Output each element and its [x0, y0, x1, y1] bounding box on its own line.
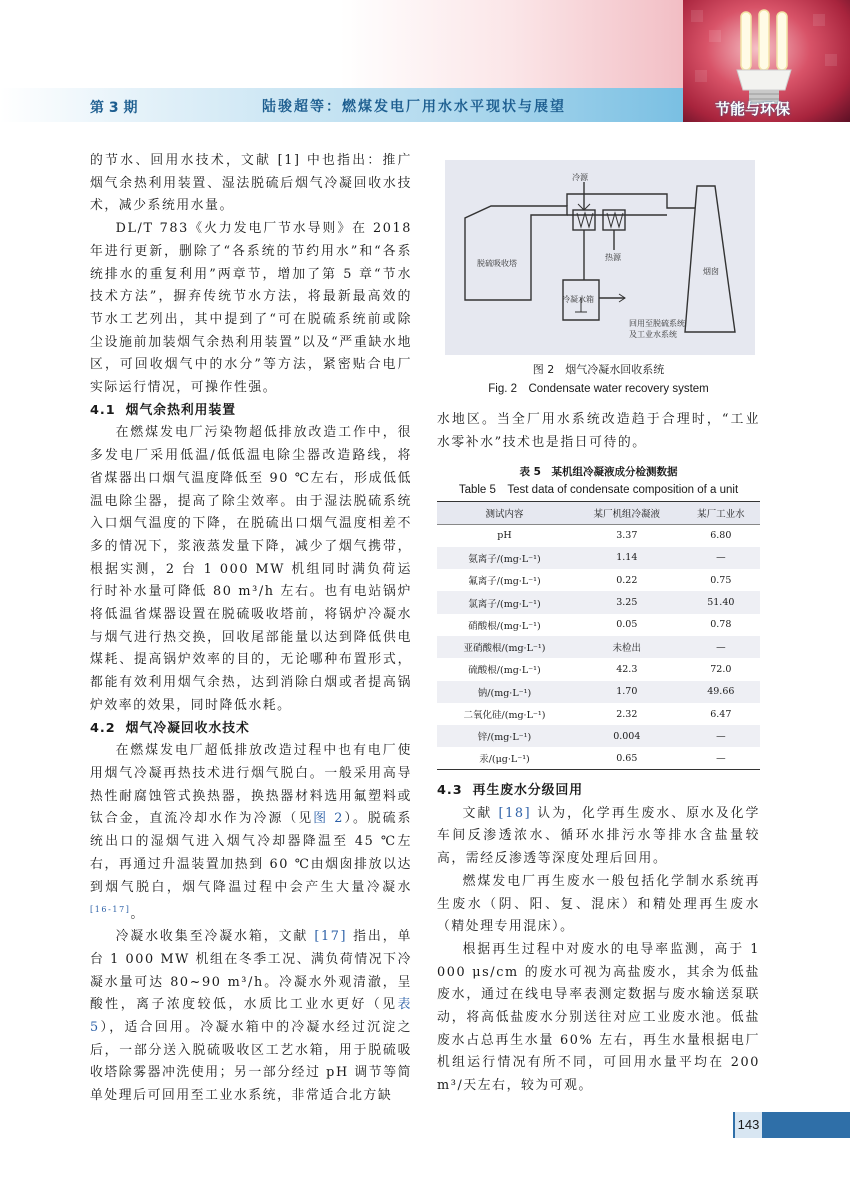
table-cell: 1.14	[572, 547, 682, 569]
issue-label: 第 3 期	[90, 100, 138, 116]
column-header: 某厂机组冷凝液	[572, 502, 682, 525]
section-number: 4.1	[90, 402, 116, 418]
label-recycle: 回用至脱硫系统及工业水系统	[629, 319, 685, 339]
text-run: 指出，单台 1 000 MW 机组在冬季工况、满负荷情况下冷凝水量可达 80~90 m³/h。冷凝水外观清澈，呈酸性，离子浓度较低，水质比工业水更好（见	[90, 929, 413, 1013]
section-number: 4.3	[437, 783, 463, 798]
figure-link[interactable]: 图 2	[313, 811, 344, 827]
section-heading-4-2	[90, 718, 412, 741]
heater-box	[603, 210, 625, 230]
table-cell: 硝酸根/(mg·L⁻¹)	[468, 620, 541, 632]
label-absorber: 脱硫吸收塔	[477, 259, 517, 268]
left-column	[90, 150, 412, 1108]
table-cell: pH	[497, 530, 512, 542]
table-cell: 二氧化硅/(mg·L⁻¹)	[463, 710, 546, 722]
paragraph: 在燃煤发电厂污染物超低排放改造工作中，很多发电厂采用低温/低低温电除尘器改造路线，将省煤器出口烟气温度降低至 90 ℃左右，形成低低温电除尘器，提高了除尘效率。由于湿法脱硫系统入口烟气温度的下降，在脱硫出口烟气温度相差不多的情况下，浆液蒸发量下降，减少了烟气携带，根据实测，2 台 1 000 MW 机组同时满负荷运行时补水量可降低 80 m³/h 左右。也有电站锅炉将低温省煤器设置在脱硫吸收塔前，将锅炉冷凝水与烟气进行热交换，回收尾部能量以达到降低供电煤耗、提高锅炉效率的目的，无论哪种布置形式，都能有效利用烟气余热，达到消除白烟或者提高锅炉效率的效果，同时降低水耗。	[90, 425, 412, 713]
citation-link[interactable]: [16-17]	[90, 905, 131, 915]
section-title: 烟气余热利用装置	[125, 402, 237, 418]
light-bulb-icon	[731, 8, 797, 108]
paragraph	[90, 740, 412, 926]
citation-link[interactable]: [17]	[314, 929, 348, 945]
section-heading-4-3	[437, 780, 760, 803]
figure-caption-cn: 图 2 烟气冷凝水回收系统	[532, 363, 665, 376]
table-cell: 6.80	[710, 530, 732, 542]
table-cell: —	[682, 747, 760, 769]
table-cell: 49.66	[682, 681, 760, 703]
running-title: 陆骏超等：燃煤发电厂用水水平现状与展望	[262, 99, 566, 115]
figure-2-diagram	[445, 160, 755, 355]
paragraph	[90, 926, 412, 1108]
table-cell: 3.37	[616, 530, 638, 542]
paragraph: 的节水、回用水技术，文献 [1] 中也指出：推广烟气余热利用装置、湿法脱硫后烟气冷凝回收水技术，减少系统用水量。	[90, 153, 412, 214]
table-cell: 72.0	[710, 663, 732, 675]
text-run: 冷凝水收集至冷凝水箱，文献	[115, 929, 315, 945]
table-cell: —	[682, 547, 760, 569]
table-cell: 0.65	[572, 747, 682, 769]
table-cell: 0.004	[572, 725, 682, 747]
table-row	[437, 569, 760, 591]
text-run: ），适合回用。冷凝水箱中的冷凝水经过沉淀之后，一部分送入脱硫吸收区工艺水箱，用于脱硫吸收塔除雾器冲洗使用；另一部分经过 pH 调节等简单处理后可回用至工业水系统，非常适合北方缺	[90, 1019, 412, 1104]
absorber-shape	[465, 206, 567, 300]
text-run: 在燃煤发电厂超低排放改造过程中也有电厂使用烟气冷凝再热技术进行烟气脱白。一般采用高导热性耐腐蚀管式换热器，换热器材料选用氟塑料或钛合金，直流冷却水作为冷源（见	[90, 743, 412, 827]
table-row	[437, 747, 760, 769]
table-caption-en: Table 5 Test data of condensate composition of a unit	[458, 484, 739, 496]
paragraph: 燃煤发电厂再生废水一般包括化学制水系统再生废水（阴、阳、复、混床）和精处理再生废水（精处理专用混床）。	[437, 873, 760, 935]
page-number: 143	[737, 1117, 760, 1132]
paragraph	[437, 803, 760, 871]
table-cell: —	[682, 636, 760, 658]
table-cell: 锌/(mg·L⁻¹)	[437, 725, 572, 747]
label-chimney: 烟囱	[703, 267, 719, 276]
table-cell: 2.32	[616, 708, 638, 720]
paragraph: DL/T 783《火力发电厂节水导则》在 2018 年进行更新，删除了“各系统的节约用水”和“各系统排水的重复利用”两章节，增加了第 5 章“节水技术方法”，摒弃传统节水方法，将最新最高效的节水工艺列出，其中提到了“可在脱硫系统前或除尘设施前加装烟气余热利用装置”以及“严重缺水地区，可回收烟气中的水分”等方法，紧密贴合电厂实际运行情况，可操作性强。	[90, 221, 412, 396]
table-row	[437, 658, 760, 680]
table-row	[437, 591, 760, 613]
table-cell: —	[682, 725, 760, 747]
citation-link[interactable]: [18]	[498, 805, 532, 821]
table-link[interactable]: 表 5	[90, 997, 412, 1035]
table-cell: 汞/(μg·L⁻¹)	[437, 747, 572, 769]
label-tank: 冷凝水箱	[562, 295, 594, 304]
table-cell: 1.70	[572, 681, 682, 703]
page-number-bar	[762, 1112, 850, 1138]
column-header: 测试内容	[437, 502, 572, 525]
table-cell: 0.75	[710, 574, 732, 586]
table-cell: 42.3	[616, 663, 638, 675]
right-column-bottom	[437, 780, 760, 1098]
table-cell: 氟离子/(mg·L⁻¹)	[468, 576, 541, 588]
table-row	[437, 547, 760, 569]
table-row	[437, 636, 760, 658]
column-name: 节能与环保	[715, 100, 791, 118]
table-cell: 硫酸根/(mg·L⁻¹)	[468, 665, 541, 677]
table-row	[437, 725, 760, 747]
flue-duct	[567, 194, 695, 208]
table-cell: 钠/(mg·L⁻¹)	[437, 681, 572, 703]
section-heading-4-1	[90, 400, 412, 423]
table-row	[437, 525, 760, 547]
paragraph: 根据再生过程中对废水的电导率监测，高于 1 000 μs/cm 的废水可视为高盐废水，其余为低盐废水，通过在线电导率表测定数据与废水输送泵联动，将高低盐废水分别送往对应工业废水池。低盐废水占总再生水量 60% 左右，再生水量根据电厂机组运行情况有所不同，可回用水量平均在 200 m³/天左右，较为可观。	[437, 941, 760, 1094]
label-heat-source: 热源	[605, 253, 621, 262]
text-run: 文献	[462, 805, 499, 821]
section-title: 再生废水分级回用	[472, 783, 584, 798]
table-cell: 6.47	[710, 708, 732, 720]
table-cell: 未检出	[572, 636, 682, 658]
table-5	[437, 501, 760, 770]
text-run: 认为，化学再生废水、原水及化学车间反渗透浓水、循环水排污水等排水含盐量较高，需经反渗透等深度处理后回用。	[437, 805, 760, 867]
cooler-box	[573, 210, 595, 230]
text-run: 。	[130, 906, 145, 922]
table-cell: 51.40	[682, 591, 760, 613]
section-number: 4.2	[90, 720, 116, 736]
table-cell: 氯离子/(mg·L⁻¹)	[437, 591, 572, 613]
table-row	[437, 703, 760, 725]
text-run: ）。脱硫系统出口的湿烟气进入烟气冷却器降温至 45 ℃左右，再通过升温装置加热到 60 ℃由烟囱排放以达到烟气脱白，烟气降温过程中会产生大量冷凝水	[90, 811, 413, 895]
paragraph: 水地区。当全厂用水系统改造趋于合理时，“工业水零补水”技术也是指日可待的。	[437, 412, 760, 450]
table-cell: 氨离子/(mg·L⁻¹)	[437, 547, 572, 569]
figure-caption-en: Fig. 2 Condensate water recovery system	[488, 383, 709, 395]
table-cell: 0.22	[616, 574, 638, 586]
table-row	[437, 681, 760, 703]
right-column-top	[437, 409, 760, 454]
table-cell: 0.78	[710, 619, 732, 631]
table-cell: 亚硝酸根/(mg·L⁻¹)	[437, 636, 572, 658]
table-cell: 0.05	[616, 619, 638, 631]
table-caption-cn: 表 5 某机组冷凝液成分检测数据	[519, 466, 678, 478]
table-header-row	[437, 502, 760, 525]
table-cell: 3.25	[572, 591, 682, 613]
label-cold-source: 冷源	[572, 173, 588, 182]
column-header: 某厂工业水	[682, 502, 760, 525]
section-title: 烟气冷凝回收水技术	[125, 720, 250, 736]
table-row	[437, 614, 760, 636]
page-number-box	[733, 1112, 762, 1138]
